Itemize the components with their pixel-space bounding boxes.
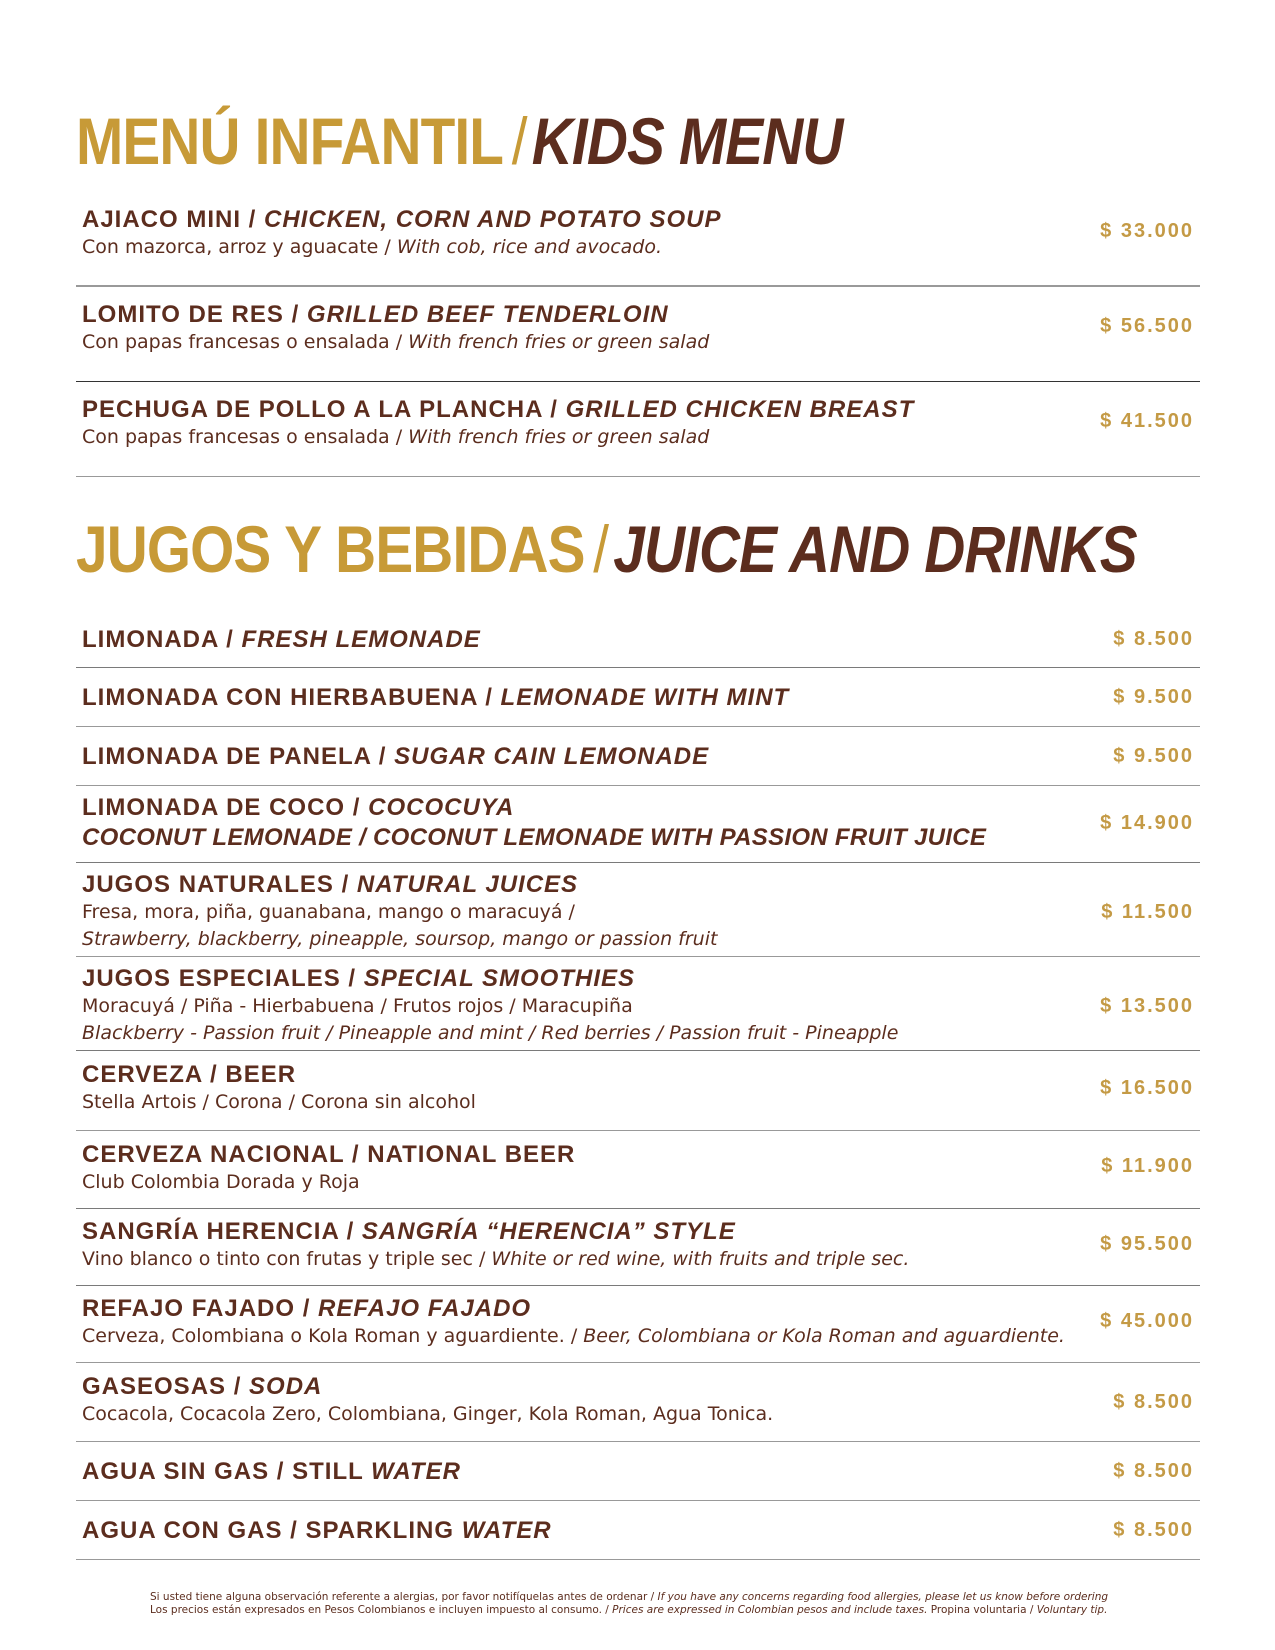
- item-name-en: CHICKEN, CORN AND POTATO SOUP: [264, 206, 722, 233]
- item-price: $ 8.500: [1113, 1460, 1194, 1482]
- item-name-es: AGUA CON GAS / SPARKLING: [82, 1517, 462, 1544]
- item-price: $ 41.500: [1100, 410, 1194, 432]
- item-desc-en: With french fries or green salad: [408, 426, 710, 448]
- item-name: [82, 206, 721, 234]
- menu-item: [76, 1501, 1200, 1560]
- tip-note-en: Voluntary tip.: [1036, 1604, 1108, 1616]
- section-title-drinks: [76, 512, 1137, 586]
- menu-item: [76, 1363, 1200, 1442]
- footer-notes: [150, 1591, 1150, 1617]
- item-description: [82, 331, 709, 353]
- item-name: [82, 1458, 461, 1486]
- item-name-es: SANGRÍA HERENCIA /: [82, 1218, 362, 1245]
- item-name-es: GASEOSAS /: [82, 1373, 250, 1400]
- item-name-es: LIMONADA /: [82, 626, 242, 653]
- menu-item: [76, 668, 1200, 727]
- item-name-es: AGUA SIN GAS / STILL: [82, 1458, 372, 1485]
- item-name-es: LIMONADA CON HIERBABUENA /: [82, 684, 501, 711]
- title-english: KIDS MENU: [531, 104, 843, 178]
- menu-item: [76, 1286, 1200, 1363]
- item-name-es: REFAJO FAJADO /: [82, 1295, 319, 1322]
- item-description: Club Colombia Dorada y Roja: [82, 1171, 360, 1193]
- item-description: [82, 1325, 1065, 1347]
- item-name-es: LIMONADA DE PANELA /: [82, 743, 395, 770]
- item-desc-en: Beer, Colombiana or Kola Roman and aguardiente.: [583, 1325, 1065, 1347]
- allergy-note-es: Si usted tiene alguna observación referente a alergias, por favor notifíquelas antes de ordenar /: [150, 1591, 658, 1603]
- item-description: [82, 426, 709, 448]
- item-desc-es: Con papas francesas o ensalada /: [82, 426, 409, 448]
- item-name-en: REFAJO FAJADO: [318, 1295, 532, 1322]
- item-description: Stella Artois / Corona / Corona sin alcohol: [82, 1091, 476, 1113]
- item-price: $ 9.500: [1113, 745, 1194, 767]
- item-name-en: SPECIAL SMOOTHIES: [363, 965, 635, 992]
- item-name-es: JUGOS NATURALES /: [82, 871, 357, 898]
- item-desc-es: Cerveza, Colombiana o Kola Roman y aguardiente. /: [82, 1325, 584, 1347]
- item-name: [82, 743, 709, 771]
- item-name: [82, 794, 514, 822]
- item-price: $ 16.500: [1100, 1077, 1194, 1099]
- tip-note-es: Propina voluntaria /: [927, 1604, 1037, 1616]
- item-name-line2: COCONUT LEMONADE / COCONUT LEMONADE WITH PASSION FRUIT JUICE: [82, 824, 987, 851]
- item-price: $ 13.500: [1100, 995, 1194, 1017]
- menu-item: [76, 1442, 1200, 1501]
- item-name: [82, 301, 669, 329]
- item-name-en: WATER: [461, 1517, 552, 1544]
- item-price: $ 11.500: [1101, 901, 1194, 923]
- item-desc-en: With cob, rice and avocado.: [396, 236, 663, 258]
- item-name-es: JUGOS ESPECIALES /: [82, 965, 364, 992]
- divider: [76, 1559, 1200, 1560]
- menu-item: [76, 610, 1200, 668]
- item-name: CERVEZA NACIONAL / NATIONAL BEER: [82, 1141, 576, 1168]
- item-name-en: COCOCUYA: [368, 794, 515, 821]
- item-description: [82, 1248, 909, 1270]
- item-price: $ 56.500: [1100, 315, 1194, 337]
- section-title-kids: [76, 104, 843, 178]
- title-english: JUICE AND DRINKS: [613, 512, 1137, 586]
- item-description-en: Blackberry - Passion fruit / Pineapple and mint / Red berries / Passion fruit - Pineapple: [82, 1022, 899, 1044]
- item-price: $ 11.900: [1101, 1155, 1194, 1177]
- item-name-en: LEMONADE WITH MINT: [500, 684, 790, 711]
- title-spanish: JUGOS Y BEBIDAS: [76, 512, 585, 586]
- item-price: $ 9.500: [1113, 686, 1194, 708]
- item-name-en: WATER: [371, 1458, 461, 1485]
- item-desc-es: Vino blanco o tinto con frutas y triple sec /: [82, 1248, 492, 1270]
- menu-item: [76, 727, 1200, 786]
- item-name: [82, 965, 635, 993]
- item-price: $ 45.000: [1100, 1310, 1194, 1332]
- item-name: CERVEZA / BEER: [82, 1061, 297, 1088]
- item-desc-en: White or red wine, with fruits and triple sec.: [491, 1248, 910, 1270]
- item-description: Fresa, mora, piña, guanabana, mango o maracuyá /: [82, 901, 575, 923]
- item-name: [82, 1218, 736, 1246]
- price-note-es: Los precios están expresados en Pesos Colombianos e incluyen impuesto al consumo. /: [150, 1604, 613, 1616]
- price-note: [150, 1604, 1150, 1617]
- divider: [76, 476, 1200, 477]
- item-price: $ 14.900: [1100, 812, 1194, 834]
- item-price: $ 8.500: [1113, 1519, 1194, 1541]
- item-name-en: SUGAR CAIN LEMONADE: [394, 743, 710, 770]
- item-name: [82, 626, 481, 654]
- item-name: [82, 871, 578, 899]
- menu-item: [76, 1209, 1200, 1286]
- menu-item: [76, 1131, 1200, 1209]
- item-name-es: LOMITO DE RES /: [82, 301, 307, 328]
- item-name: [82, 1517, 552, 1545]
- item-name: [82, 684, 789, 712]
- item-description: Cocacola, Cocacola Zero, Colombiana, Ginger, Kola Roman, Agua Tonica.: [82, 1403, 774, 1425]
- item-description: Moracuyá / Piña - Hierbabuena / Frutos rojos / Maracupiña: [82, 995, 633, 1017]
- menu-item: [76, 196, 1200, 287]
- menu-item: [76, 287, 1200, 382]
- item-price: $ 8.500: [1113, 1391, 1194, 1413]
- item-price: $ 33.000: [1100, 220, 1194, 242]
- item-desc-en: With french fries or green salad: [408, 331, 710, 353]
- allergy-note: [150, 1591, 1150, 1604]
- item-name-en: SODA: [249, 1373, 323, 1400]
- allergy-note-en: If you have any concerns regarding food allergies, please let us know before ordering: [657, 1591, 1109, 1603]
- menu-item: [76, 1051, 1200, 1131]
- item-name-es: AJIACO MINI /: [82, 206, 265, 233]
- menu-item: [76, 957, 1200, 1051]
- item-name-es: LIMONADA DE COCO /: [82, 794, 369, 821]
- item-desc-es: Con papas francesas o ensalada /: [82, 331, 409, 353]
- item-name: [82, 1295, 531, 1323]
- title-spanish: MENÚ INFANTIL: [76, 104, 504, 178]
- item-price: $ 95.500: [1100, 1233, 1194, 1255]
- price-note-en: Prices are expressed in Colombian pesos and include taxes.: [612, 1604, 928, 1616]
- item-name-en: FRESH LEMONADE: [241, 626, 481, 653]
- item-name: [82, 1373, 322, 1401]
- title-separator: /: [511, 104, 527, 178]
- item-description-en: Strawberry, blackberry, pineapple, soursop, mango or passion fruit: [82, 928, 718, 950]
- item-name-en: GRILLED BEEF TENDERLOIN: [306, 301, 669, 328]
- item-price: $ 8.500: [1113, 628, 1194, 650]
- title-separator: /: [593, 512, 609, 586]
- item-description: [82, 236, 662, 258]
- item-name-en: NATURAL JUICES: [356, 871, 579, 898]
- item-name: [82, 396, 914, 424]
- menu-item: [76, 863, 1200, 957]
- menu-item: [76, 382, 1200, 477]
- item-name-en: SANGRÍA “HERENCIA” STYLE: [361, 1218, 736, 1245]
- item-desc-es: Con mazorca, arroz y aguacate /: [82, 236, 397, 258]
- menu-item: [76, 786, 1200, 863]
- item-name-es: PECHUGA DE POLLO A LA PLANCHA /: [82, 396, 566, 423]
- item-name-en: GRILLED CHICKEN BREAST: [565, 396, 915, 423]
